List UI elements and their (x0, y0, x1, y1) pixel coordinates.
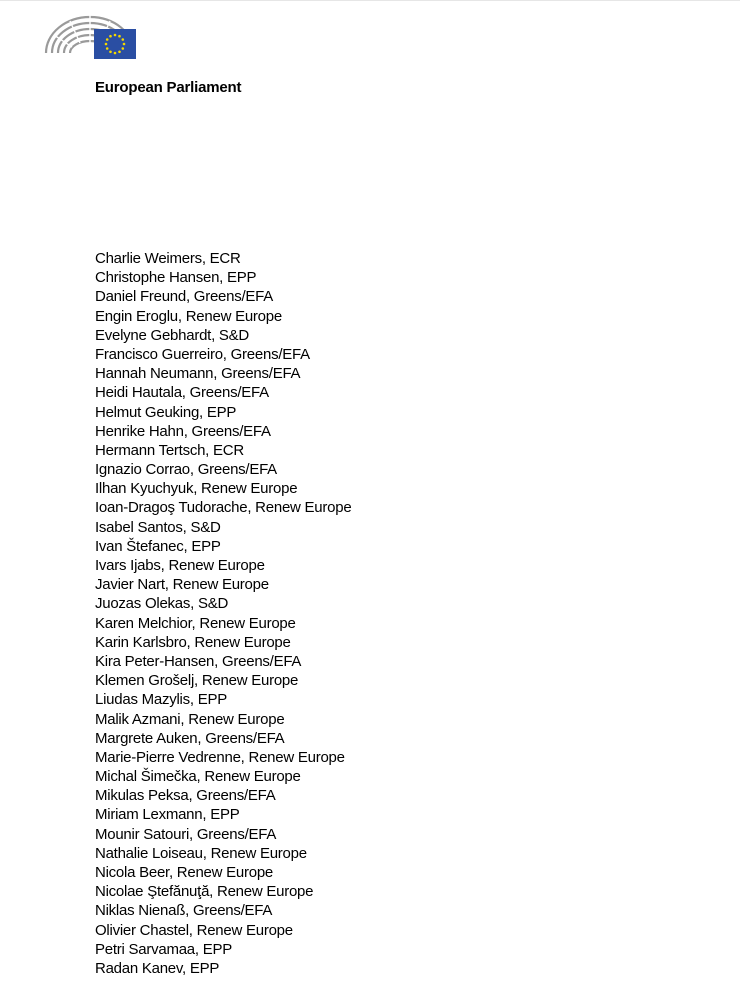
member-entry: Malik Azmani, Renew Europe (95, 710, 285, 728)
page-top-rule (0, 0, 740, 1)
member-entry: Radan Kanev, EPP (95, 959, 220, 977)
member-entry: Mikulas Peksa, Greens/EFA (95, 787, 276, 805)
member-entry: Karen Melchior, Renew Europe (95, 614, 296, 632)
member-entry: Daniel Freund, Greens/EFA (95, 288, 274, 306)
member-entry: Christophe Hansen, EPP (95, 269, 257, 287)
member-entry: Evelyne Gebhardt, S&D (95, 326, 250, 344)
member-entry: Javier Nart, Renew Europe (95, 576, 269, 594)
member-entry: Juozas Olekas, S&D (95, 595, 229, 613)
member-entry: Helmut Geuking, EPP (95, 403, 237, 421)
member-entry: Ioan-Dragoş Tudorache, Renew Europe (95, 499, 352, 517)
member-entry: Klemen Grošelj, Renew Europe (95, 672, 299, 690)
member-entry: Nicolae Ştefănuţă, Renew Europe (95, 883, 314, 901)
member-entry: Engin Eroglu, Renew Europe (95, 307, 282, 325)
member-entry: Charlie Weimers, ECR (95, 250, 241, 267)
member-entry: Liudas Mazylis, EPP (95, 691, 227, 709)
member-entry: Miriam Lexmann, EPP (95, 806, 240, 824)
member-entry: Heidi Hautala, Greens/EFA (95, 384, 269, 402)
member-entry: Michal Šimečka, Renew Europe (95, 768, 301, 786)
member-entry: Kira Peter-Hansen, Greens/EFA (95, 652, 302, 670)
member-entry: Mounir Satouri, Greens/EFA (95, 825, 277, 843)
member-list (95, 249, 351, 978)
member-entry: Ivan Štefanec, EPP (95, 537, 221, 555)
member-entry: Niklas Nienaß, Greens/EFA (95, 902, 273, 920)
member-entry: Petri Sarvamaa, EPP (95, 940, 232, 958)
member-entry: Nicola Beer, Renew Europe (95, 864, 274, 881)
member-entry: Olivier Chastel, Renew Europe (95, 921, 293, 939)
member-entry: Margrete Auken, Greens/EFA (95, 729, 285, 747)
member-entry: Hermann Tertsch, ECR (95, 441, 244, 459)
member-entry: Nathalie Loiseau, Renew Europe (95, 844, 307, 862)
member-entry: Ilhan Kyuchyuk, Renew Europe (95, 480, 298, 498)
member-entry: Hannah Neumann, Greens/EFA (95, 365, 301, 383)
member-entry: Marie-Pierre Vedrenne, Renew Europe (95, 748, 345, 766)
organization-name: European Parliament (95, 79, 242, 96)
member-entry: Francisco Guerreiro, Greens/EFA (95, 345, 310, 363)
european-parliament-logo-icon (42, 9, 138, 61)
member-entry: Henrike Hahn, Greens/EFA (95, 422, 271, 440)
member-entry: Karin Karlsbro, Renew Europe (95, 633, 291, 651)
eu-flag (94, 29, 136, 59)
member-entry: Ignazio Corrao, Greens/EFA (95, 461, 277, 479)
member-entry: Ivars Ijabs, Renew Europe (95, 557, 265, 574)
member-entry: Isabel Santos, S&D (95, 518, 221, 536)
